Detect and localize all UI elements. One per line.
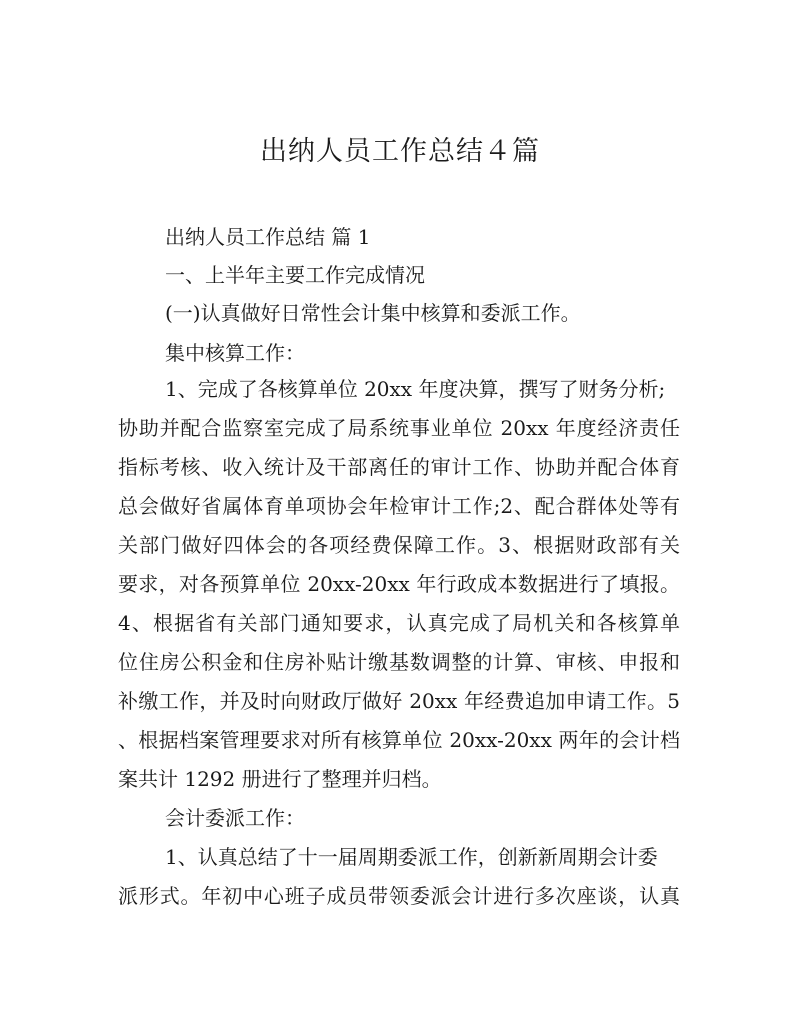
paragraph-line: 案共计 1292 册进行了整理并归档。 [118,767,442,791]
paragraph-line: 指标考核、收入统计及干部离任的审计工作、协助并配合体育 [118,455,680,479]
paragraph-line: (一)认真做好日常性会计集中核算和委派工作。 [165,301,581,325]
subsection-heading: 一、上半年主要工作完成情况 [165,263,425,287]
paragraph-line: 关部门做好四体会的各项经费保障工作。3、根据财政部有关 [118,533,680,557]
paragraph-line: 派形式。年初中心班子成员带领委派会计进行多次座谈，认真 [118,884,680,908]
paragraph-heading: 集中核算工作： [165,341,305,365]
paragraph-line: 位住房公积金和住房补贴计缴基数调整的计算、审核、申报和 [118,650,680,674]
paragraph-line: 4、根据省有关部门通知要求，认真完成了局机关和各核算单 [118,611,680,635]
paragraph-line: 补缴工作，并及时向财政厅做好 20xx 年经费追加申请工作。5 [118,689,680,713]
paragraph-line: 1、认真总结了十一届周期委派工作，创新新周期会计委 [165,845,658,869]
paragraph-heading: 会计委派工作： [165,806,305,830]
paragraph-line: 总会做好省属体育单项协会年检审计工作;2、配合群体处等有 [118,494,680,518]
paragraph-line: 1、完成了各核算单位 20xx 年度决算，撰写了财务分析; [165,377,666,401]
paragraph-line: 、根据档案管理要求对所有核算单位 20xx-20xx 两年的会计档 [118,728,680,752]
document-title: 出纳人员工作总结４篇 [260,136,540,167]
paragraph-line: 协助并配合监察室完成了局系统事业单位 20xx 年度经济责任 [118,416,680,440]
paragraph-line: 要求，对各预算单位 20xx-20xx 年行政成本数据进行了填报。 [118,572,680,596]
section-heading: 出纳人员工作总结 篇 1 [165,225,371,249]
